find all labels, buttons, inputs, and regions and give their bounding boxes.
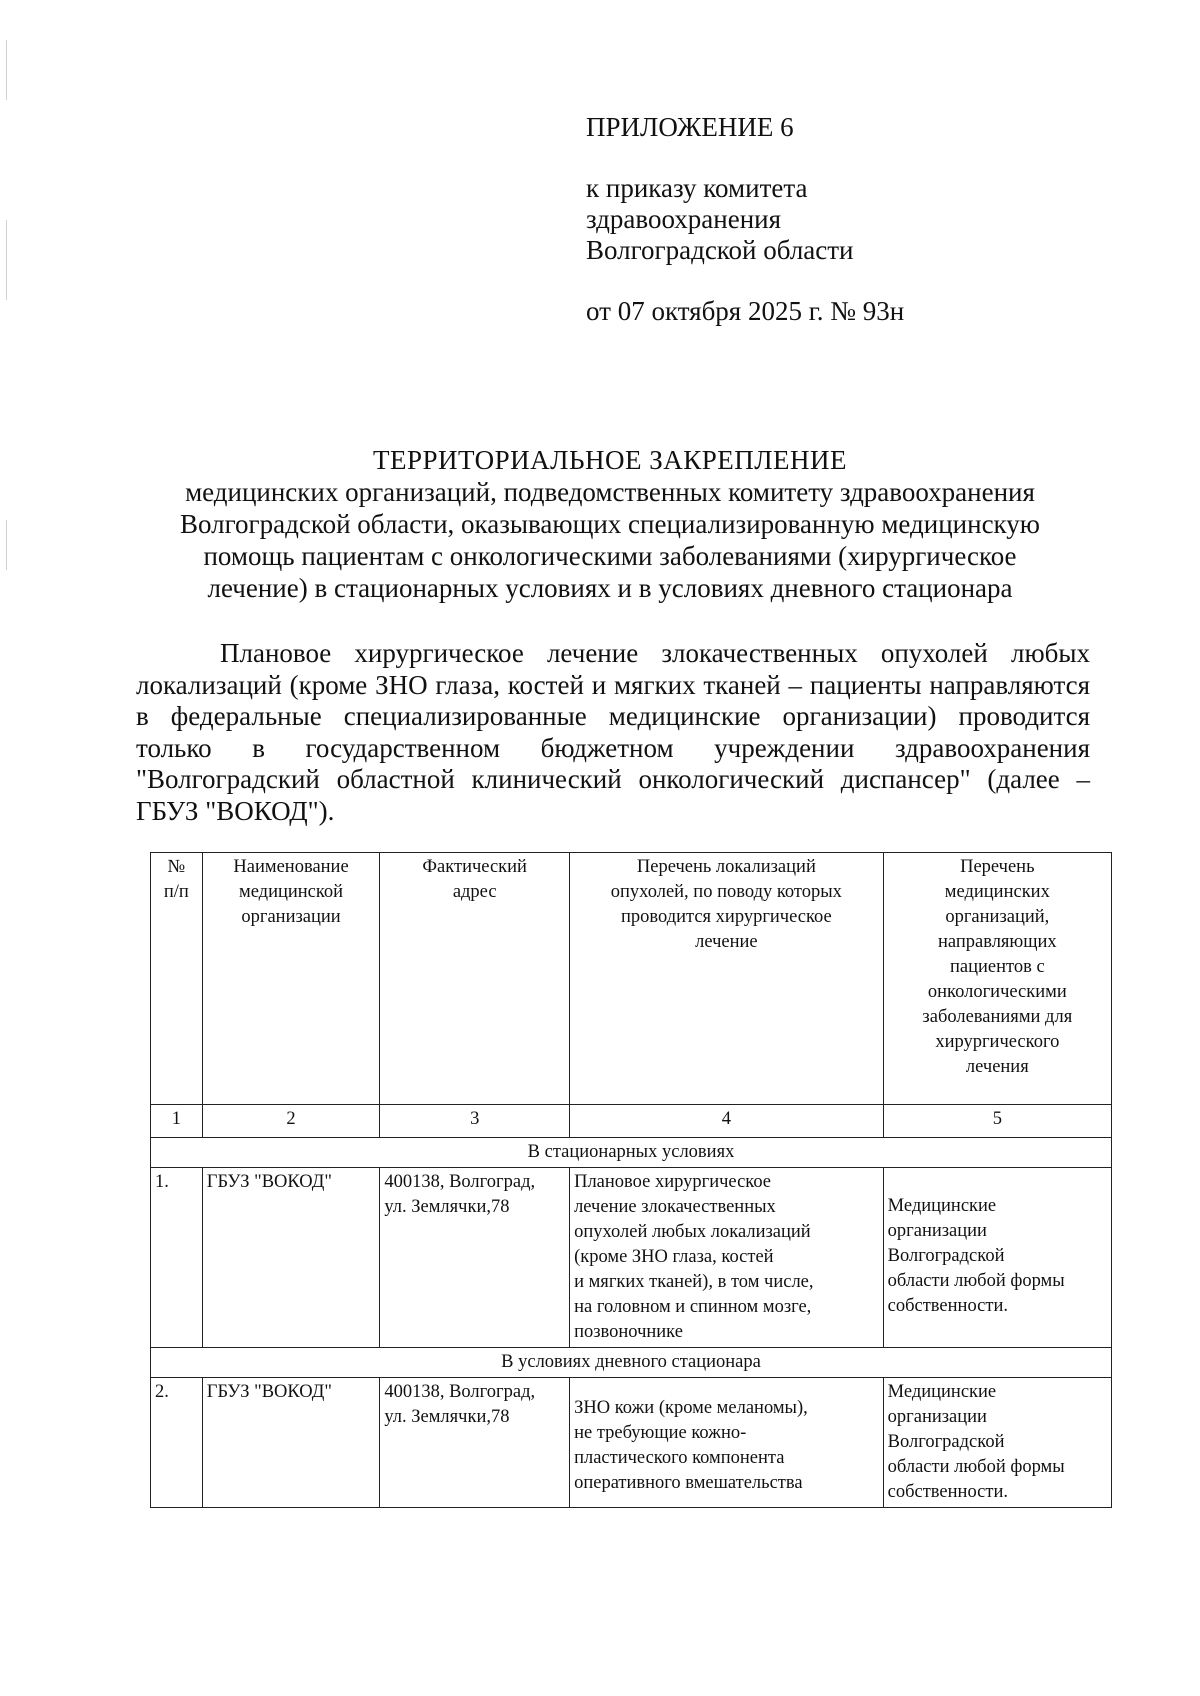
row-referring-orgs: Медицинские организации Волгоградской области любой формы собственности. xyxy=(883,1378,1111,1508)
row-referring-orgs: Медицинские организации Волгоградской области любой формы собственности. xyxy=(883,1168,1111,1348)
row-address: 400138, Волгоград, ул. Землячки,78 xyxy=(380,1378,570,1508)
scan-artifact xyxy=(6,220,7,300)
row-number: 1. xyxy=(151,1168,203,1348)
document-subtitle-line: медицинских организаций, подведомственных комитету здравоохранения xyxy=(185,477,1035,507)
section-title: В стационарных условиях xyxy=(151,1138,1112,1168)
column-number: 3 xyxy=(380,1105,570,1138)
header-address: Фактический адрес xyxy=(380,853,570,1105)
annex-line: здравоохранения xyxy=(586,204,782,234)
row-org-name: ГБУЗ "ВОКОД" xyxy=(202,1378,380,1508)
table-header-row xyxy=(151,853,1112,1105)
column-number: 4 xyxy=(570,1105,884,1138)
annex-line: Волгоградской области xyxy=(586,235,854,265)
document-subtitle-line: помощь пациентам с онкологическими заболеваниями (хирургическое xyxy=(203,541,1017,571)
row-number: 2. xyxy=(151,1378,203,1508)
header-number: № п/п xyxy=(151,853,203,1105)
column-number: 2 xyxy=(202,1105,380,1138)
row-localizations: Плановое хирургическое лечение злокачественных опухолей любых локализаций (кроме ЗНО глаза, костей и мягких тканей), в том числе, на головном и спинном мозге, позвоночнике xyxy=(570,1168,884,1348)
section-header-row xyxy=(151,1138,1112,1168)
header-org-name: Наименование медицинской организации xyxy=(202,853,380,1105)
document-subtitle-line: лечение) в стационарных условиях и в условиях дневного стационара xyxy=(207,573,1013,603)
section-header-row xyxy=(151,1348,1112,1378)
row-localizations: ЗНО кожи (кроме меланомы), не требующие кожно- пластического компонента оперативного вмешательства xyxy=(570,1378,884,1508)
document-subtitle-line: Волгоградской области, оказывающих специализированную медицинскую xyxy=(180,509,1040,539)
scan-artifact xyxy=(6,520,7,570)
document-heading xyxy=(100,444,1120,604)
scan-artifact xyxy=(6,40,7,100)
column-number-row xyxy=(151,1105,1112,1138)
column-number: 5 xyxy=(883,1105,1111,1138)
table-row xyxy=(151,1378,1112,1508)
row-org-name: ГБУЗ "ВОКОД" xyxy=(202,1168,380,1348)
row-address: 400138, Волгоград, ул. Землячки,78 xyxy=(380,1168,570,1348)
intro-paragraph: Плановое хирургическое лечение злокачественных опухолей любых локализаций (кроме ЗНО глаза, костей и мягких тканей – пациенты направляются в федеральные специализированные медицинские организации) проводится только в государственном бюджетном учреждении здравоохранения "Волгоградский областной клинический онкологический диспансер" (далее – ГБУЗ "ВОКОД"). xyxy=(136,638,1090,826)
table-row xyxy=(151,1168,1112,1348)
section-title: В условиях дневного стационара xyxy=(151,1348,1112,1378)
assignment-table xyxy=(150,852,1112,1508)
annex-date: от 07 октября 2025 г. № 93н xyxy=(586,296,905,326)
annex-title: ПРИЛОЖЕНИЕ 6 xyxy=(586,112,794,142)
column-number: 1 xyxy=(151,1105,203,1138)
document-title: ТЕРРИТОРИАЛЬНОЕ ЗАКРЕПЛЕНИЕ xyxy=(372,445,848,475)
annex-block xyxy=(586,112,1106,327)
header-localizations: Перечень локализаций опухолей, по поводу которых проводится хирургическое лечение xyxy=(570,853,884,1105)
annex-line: к приказу комитета xyxy=(586,173,808,203)
header-referring-orgs: Перечень медицинских организаций, направляющих пациентов с онкологическими заболеваниями для хирургического лечения xyxy=(883,853,1111,1105)
